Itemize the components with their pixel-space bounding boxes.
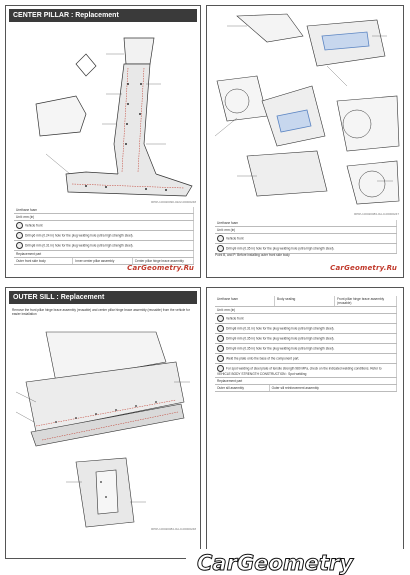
legend-line	[215, 354, 397, 363]
doc-code: RPRU-00020083-0LL0-00000247	[354, 212, 399, 216]
legend-line-text: Drill φ6 mm (0.24 in) hole for the plug welding hole (ultra high strength steel).	[25, 233, 134, 238]
legend-line-text: Drill φ9 mm (0.35 in) hole for the plug welding hole (ultra high strength steel).	[226, 246, 335, 251]
legend-line	[215, 244, 397, 253]
repl-part: Inner center pillar assembly	[73, 258, 132, 264]
repl-header: Replacement part	[215, 378, 397, 384]
symbol-label: Vehicle front	[226, 236, 244, 241]
legend-table	[215, 220, 397, 254]
vehicle-front-icon	[16, 222, 23, 229]
legend-table	[215, 296, 397, 392]
spot-weld-icon	[217, 365, 224, 372]
center-pillar-diagram	[6, 24, 201, 224]
repl-part: Outer front side body	[14, 258, 73, 264]
repl-part: Outer sill assembly	[215, 385, 270, 391]
detail-diagrams	[207, 6, 404, 211]
doc-code: RPRU-00020084-0LL0-00000248	[151, 527, 196, 531]
symbol-row	[215, 314, 397, 323]
legend-header: Body sealing	[275, 296, 335, 306]
symbol-label: Vehicle front	[25, 223, 43, 228]
vehicle-front-icon	[217, 315, 224, 322]
watermark-text: CarGeometry	[197, 551, 354, 575]
drill-icon	[16, 232, 23, 239]
legend-header: Urethane foam	[215, 296, 275, 306]
unit-label: Unit: mm (in)	[215, 307, 397, 313]
page-title: OUTER SILL : Replacement	[9, 291, 197, 304]
legend-table	[14, 207, 194, 265]
intro-text: Remove the front pillar hinge brace assembly (reusable) and center pillar hinge brace assembly (reusable) from the vehicle for easier installation	[12, 308, 190, 317]
drill-icon	[217, 345, 224, 352]
legend-header: Urethane foam	[215, 220, 397, 226]
legend-line	[14, 231, 194, 240]
page-center-pillar	[5, 5, 201, 278]
symbol-label: Vehicle front	[226, 316, 244, 321]
vehicle-front-icon	[217, 235, 224, 242]
legend-header: Urethane foam	[14, 207, 194, 213]
outer-sill-diagram	[6, 322, 201, 542]
legend-line-text: For spot welding of steel plate of tensile strength 980 MPa, check on the indicated welding conditions. Refer to VEHICLE BODY STRENGTH CONSTRUCTION : Spot welding	[217, 366, 382, 376]
legend-line-text: Drill φ8 mm (0.31 in) hole for the plug welding hole (ultra high strength steel).	[25, 243, 134, 248]
unit-label: Unit: mm (in)	[215, 227, 397, 233]
legend-header: Front pillar hinge brace assembly (reusable)	[335, 296, 397, 306]
symbol-row	[14, 221, 194, 230]
legend-line	[215, 364, 397, 377]
watermark: CarGeometry.Ru	[330, 264, 397, 272]
repl-part: Center pillar hinge brace assembly	[133, 258, 194, 264]
legend-line	[14, 241, 194, 250]
repl-part: Outer sill reinforcement assembly	[270, 385, 397, 391]
drill-icon	[217, 335, 224, 342]
drill-icon	[217, 245, 224, 252]
doc-code: RPRU-00020090-0222-00000248	[151, 200, 196, 204]
watermark: CarGeometry.Ru	[127, 264, 194, 272]
legend-line	[215, 344, 397, 353]
watermark-logo	[0, 545, 410, 575]
repl-header: Replacement part	[14, 251, 194, 257]
legend-line-text: Weld the plate onto the base of the component part.	[226, 356, 300, 361]
legend-line-text: Drill φ8 mm (0.31 in) hole for the plug welding hole (ultra high strength steel).	[226, 326, 335, 331]
page-title: CENTER PILLAR : Replacement	[9, 9, 197, 22]
legend-line	[215, 324, 397, 333]
drill-icon	[16, 242, 23, 249]
symbol-row	[215, 234, 397, 243]
page-center-pillar-2	[206, 5, 404, 278]
weld-icon	[217, 355, 224, 362]
legend-line-text: Drill φ9 mm (0.35 in) hole for the plug welding hole (ultra high strength steel).	[226, 346, 335, 351]
footer-note: Point B, and P: Before installing outer front side body	[215, 253, 290, 257]
page-outer-sill-2	[206, 287, 404, 559]
page-outer-sill	[5, 287, 201, 559]
drill-icon	[217, 325, 224, 332]
legend-line-text: Drill φ9 mm (0.35 in) hole for the plug welding hole (ultra high strength steel).	[226, 336, 335, 341]
unit-label: Unit: mm (in)	[14, 214, 194, 220]
legend-line	[215, 334, 397, 343]
